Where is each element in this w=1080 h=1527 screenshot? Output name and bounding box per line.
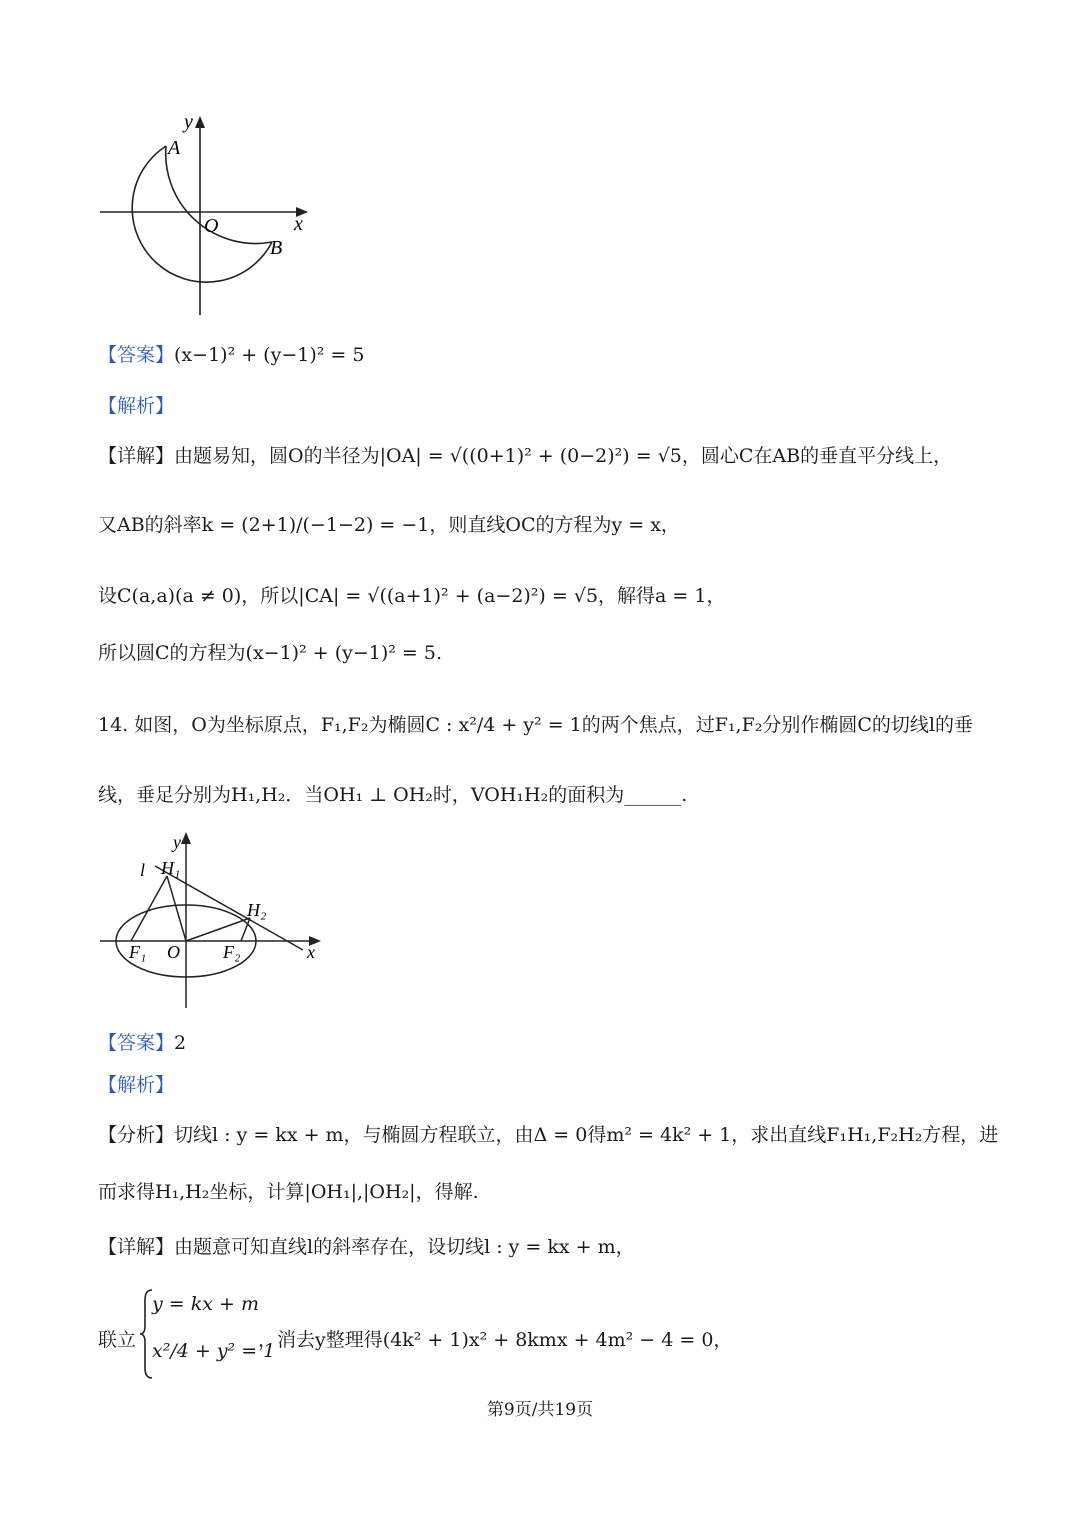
q14-detail-text1: 由题意可知直线l的斜率存在，设切线l : y = kx + m， xyxy=(174,1236,635,1258)
fig2-label-o: O xyxy=(167,942,180,962)
q14-fenxi-line1 xyxy=(98,1126,998,1145)
fig2-label-h1: H₁ xyxy=(161,858,181,878)
q13-analysis-tag: 【解析】 xyxy=(98,395,175,417)
fig2-label-y: y xyxy=(173,832,181,852)
q14-answer: 2 xyxy=(174,1032,187,1054)
system-eq2: x²/4 + y² = 1 xyxy=(152,1340,276,1362)
q14-answer-line xyxy=(98,1034,186,1053)
answer-tag: 【答案】 xyxy=(98,1032,175,1054)
system-eq1: y = kx + m xyxy=(152,1293,259,1315)
figure-circle-arc xyxy=(90,110,320,320)
q14-fenxi-line2: 而求得H₁,H₂坐标，计算|OH₁|,|OH₂|，得解. xyxy=(98,1181,479,1203)
q13-detail-line2: 又AB的斜率k = (2+1)/(−1−2) = −1，则直线OC的方程为y = x， xyxy=(98,514,680,536)
fenxi-tag: 【分析】 xyxy=(98,1124,175,1146)
q14-detail-line2: ，消去y整理得(4k² + 1)x² + 8kmx + 4m² − 4 = 0， xyxy=(258,1329,733,1351)
fig1-label-b: B xyxy=(270,237,283,259)
fig2-label-x: x xyxy=(307,942,315,962)
answer-tag: 【答案】 xyxy=(98,344,175,366)
fig2-label-f1: F₁ xyxy=(129,942,147,962)
q14-detail-line1 xyxy=(98,1238,635,1257)
fig1-label-o: O xyxy=(204,215,219,237)
q14-stem-line1: 14. 如图，O为坐标原点，F₁,F₂为椭圆C : x²/4 + y² = 1的两个焦点，过F₁,F₂分别作椭圆C的切线l的垂 xyxy=(98,714,974,736)
q13-detail-line4: 所以圆C的方程为(x−1)² + (y−1)² = 5. xyxy=(98,642,443,664)
q13-answer-line xyxy=(98,346,364,365)
q14-lianli-label: 联立 xyxy=(98,1329,137,1351)
q13-answer: (x−1)² + (y−1)² = 5 xyxy=(174,344,365,366)
q14-fenxi-text1: 切线l : y = kx + m，与椭圆方程联立，由Δ = 0得m² = 4k² + 1，求出直线F₁H₁,F₂H₂方程，进 xyxy=(174,1124,999,1146)
fig1-label-a: A xyxy=(168,137,181,159)
page-footer: 第9页/共19页 xyxy=(486,1400,594,1420)
q13-detail-text1: 由题易知，圆O的半径为|OA| = √((0+1)² + (0−2)²) = √5，圆心C在AB的垂直平分线上， xyxy=(174,445,953,467)
q14-analysis-tag: 【解析】 xyxy=(98,1074,175,1096)
fig1-label-x: x xyxy=(294,213,303,235)
fig1-label-y: y xyxy=(184,111,193,133)
q13-detail-line1 xyxy=(98,447,952,466)
fig2-label-h2: H₂ xyxy=(247,900,267,920)
detail-tag: 【详解】 xyxy=(98,1236,175,1258)
detail-tag: 【详解】 xyxy=(98,445,175,467)
q13-detail-line3: 设C(a,a)(a ≠ 0)，所以|CA| = √((a+1)² + (a−2)²) = √5，解得a = 1， xyxy=(98,585,726,607)
fig2-label-l: l xyxy=(140,860,146,880)
q14-stem-line2: 线，垂足分别为H₁,H₂．当OH₁ ⊥ OH₂时，VOH₁H₂的面积为______. xyxy=(98,784,688,806)
figure-ellipse-tangent xyxy=(95,828,335,1013)
fig2-label-f2: F₂ xyxy=(223,942,241,962)
